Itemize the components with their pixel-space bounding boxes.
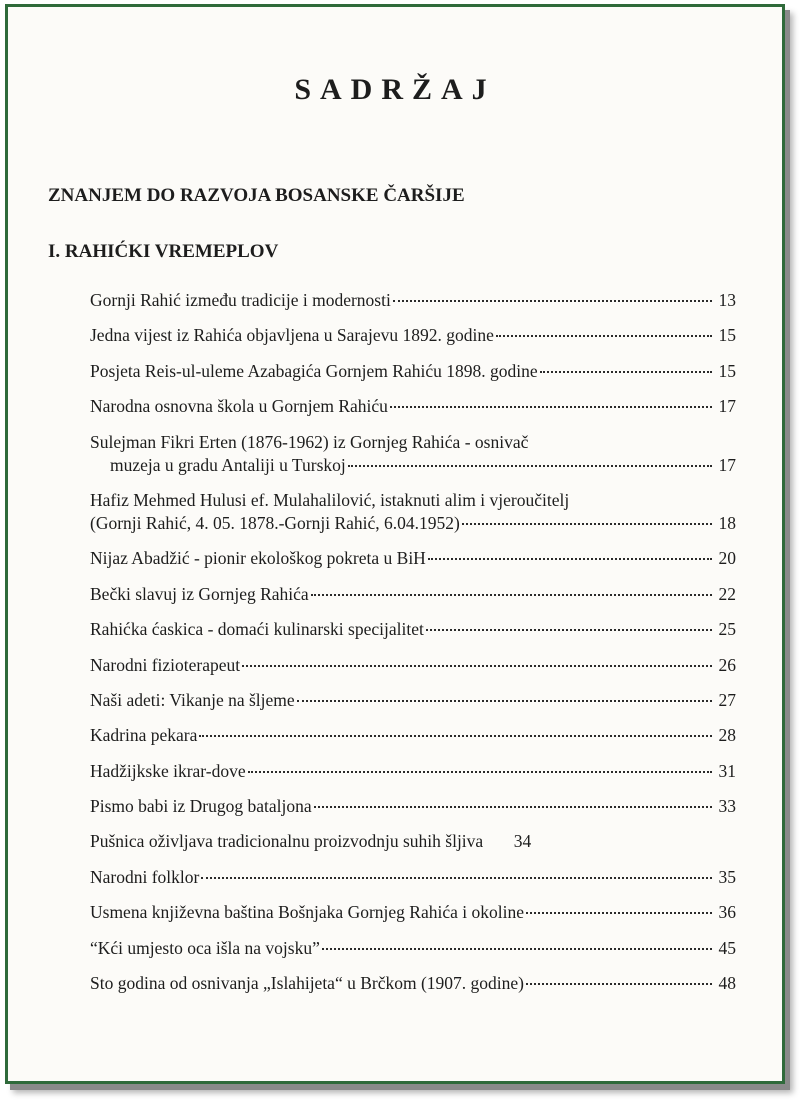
dot-leader — [526, 982, 712, 985]
dot-leader — [311, 593, 712, 596]
toc-entry[interactable] — [90, 866, 736, 901]
toc-entry-title: Narodna osnovna škola u Gornjem Rahiću — [90, 396, 388, 417]
dot-leader — [248, 770, 712, 773]
toc-entry-title: Sto godina od osnivanja „Islahijeta“ u Brčkom (1907. godine) — [90, 973, 525, 994]
toc-entry-title: Rahićka ćaskica - domaći kulinarski specijalitet — [90, 619, 424, 640]
toc-entry[interactable] — [90, 724, 736, 759]
dot-leader — [526, 911, 712, 914]
toc-page-number: 13 — [718, 290, 736, 310]
document-page — [8, 7, 782, 1081]
toc-page-number: 18 — [718, 512, 736, 533]
toc-page-number: 26 — [718, 654, 736, 675]
toc-entry[interactable] — [90, 795, 736, 830]
toc-entry-title: Narodni fizioterapeut — [90, 654, 241, 675]
toc-entry-title-line1: Hafiz Mehmed Hulusi ef. Mulahalilović, istaknuti alim i vjeroučitelj — [90, 489, 570, 510]
toc-entry-title: Naši adeti: Vikanje na šljeme — [90, 689, 295, 710]
toc-entry[interactable] — [90, 830, 736, 865]
toc-entry-title: “Kći umjesto oca išla na vojsku” — [90, 937, 320, 958]
dot-leader — [314, 805, 712, 808]
toc-page-number: 20 — [718, 548, 736, 569]
toc-entry-title: Kadrina pekara — [90, 725, 198, 746]
dot-leader — [201, 876, 712, 879]
toc-entry-title: Nijaz Abadžić - pionir ekološkog pokreta u BiH — [90, 548, 426, 569]
dot-leader — [322, 947, 712, 950]
page-frame — [5, 4, 785, 1084]
toc-entry[interactable] — [90, 583, 736, 618]
toc-page-number: 31 — [718, 760, 736, 781]
toc-entry-title: Pismo babi iz Drugog bataljona — [90, 796, 312, 817]
dot-leader — [297, 699, 712, 702]
toc-entry-title-line2: (Gornji Rahić, 4. 05. 1878.-Gornji Rahić, 6.04.1952) — [90, 512, 460, 533]
dot-leader — [393, 299, 712, 302]
toc-page-number: 36 — [718, 902, 736, 923]
toc-page-number: 33 — [718, 796, 736, 817]
toc-page-number: 35 — [718, 866, 736, 887]
toc-entry[interactable] — [90, 547, 736, 582]
toc-entry[interactable] — [90, 360, 736, 395]
toc-entry-title: Jedna vijest iz Rahića objavljena u Sarajevu 1892. godine — [90, 325, 494, 346]
toc-entry-title: Bečki slavuj iz Gornjeg Rahića — [90, 583, 309, 604]
toc-entry[interactable] — [90, 901, 736, 936]
dot-leader — [242, 664, 712, 667]
toc-entry[interactable] — [90, 395, 736, 430]
table-of-contents — [90, 289, 736, 1007]
toc-entry-title: Hadžijkske ikrar-dove — [90, 760, 246, 781]
toc-page-number: 28 — [718, 725, 736, 746]
toc-page-number: 17 — [718, 454, 736, 475]
toc-entry[interactable] — [90, 937, 736, 972]
page-title: SADRŽAJ — [294, 73, 496, 106]
toc-page-number: 27 — [718, 689, 736, 710]
dot-leader — [462, 522, 712, 525]
toc-entry-title: Gornji Rahić između tradicije i modernosti — [90, 290, 391, 310]
dot-leader — [348, 464, 712, 467]
toc-page-number: 25 — [718, 619, 736, 640]
dot-leader — [390, 405, 712, 408]
toc-entry-title-line1: Sulejman Fikri Erten (1876-1962) iz Gornjeg Rahića - osnivač — [90, 431, 529, 452]
toc-entry[interactable] — [90, 972, 736, 1007]
toc-entry-title-line2: muzeja u gradu Antaliji u Turskoj — [110, 454, 346, 475]
toc-entry-title: Usmena književna baština Bošnjaka Gornjeg Rahića i okoline — [90, 902, 524, 923]
toc-entry[interactable] — [90, 489, 736, 547]
toc-entry-title: Posjeta Reis-ul-uleme Azabagića Gornjem Rahiću 1898. godine — [90, 360, 538, 381]
toc-page-number: 34 — [513, 831, 532, 852]
dot-leader — [428, 557, 712, 560]
toc-entry[interactable] — [90, 618, 736, 653]
toc-entry[interactable] — [90, 689, 736, 724]
main-heading: ZNANJEM DO RAZVOJA BOSANSKE ČARŠIJE — [48, 185, 465, 206]
toc-page-number: 48 — [718, 973, 736, 994]
toc-entry[interactable] — [90, 289, 736, 324]
dot-leader — [199, 734, 712, 737]
toc-page-number: 17 — [718, 396, 736, 417]
dot-leader — [540, 370, 712, 373]
toc-page-number: 22 — [718, 583, 736, 604]
toc-entry[interactable] — [90, 431, 736, 489]
toc-entry[interactable] — [90, 654, 736, 689]
dot-leader — [426, 628, 712, 631]
toc-page-number: 45 — [718, 937, 736, 958]
section-heading: I. RAHIĆKI VREMEPLOV — [48, 241, 279, 262]
toc-page-number: 15 — [718, 325, 736, 346]
toc-entry[interactable] — [90, 760, 736, 795]
toc-entry-title: Pušnica oživljava tradicionalnu proizvodnju suhih šljiva — [90, 831, 484, 852]
toc-entry-title: Narodni folklor — [90, 866, 200, 887]
dot-leader — [496, 334, 712, 337]
toc-page-number: 15 — [718, 360, 736, 381]
toc-entry[interactable] — [90, 324, 736, 359]
